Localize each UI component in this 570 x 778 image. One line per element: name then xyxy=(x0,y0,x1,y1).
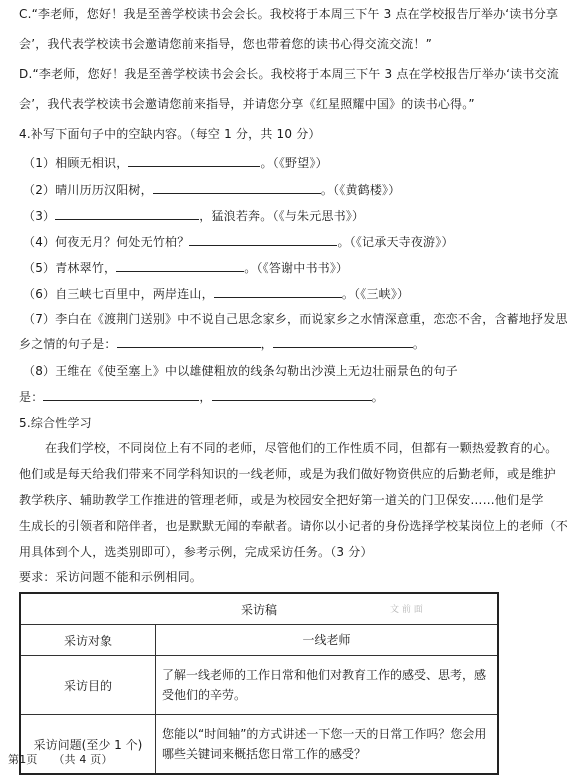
page-total: （共 4 页） xyxy=(53,753,113,766)
answer-blank[interactable] xyxy=(116,260,244,272)
q4-item-8-separator: ， xyxy=(199,390,212,404)
answer-blank[interactable] xyxy=(189,234,337,246)
answer-blank[interactable] xyxy=(214,286,342,298)
q4-item-8-prefix: 是： xyxy=(19,390,44,404)
q4-item-6-prefix: （6）自三峡七百里中，两岸连山， xyxy=(23,287,214,301)
q4-item-8-end: 。 xyxy=(371,390,384,404)
table-title-cell xyxy=(20,593,498,625)
q4-item-1-prefix: （1）相顾无相识， xyxy=(23,156,129,170)
q4-item-7-prefix: 乡之情的句子是： xyxy=(19,337,117,351)
answer-blank[interactable] xyxy=(273,336,413,348)
table-title: 采访稿 xyxy=(240,602,277,617)
answer-blank[interactable] xyxy=(43,389,199,401)
row-value: 您能以“时间轴”的方式讲述一下您一天的日常工作吗？您会用哪些关键词来概括您日常工作的感受？ xyxy=(156,715,499,775)
q5-paragraph-line: 教学秩序、辅助教学工作推进的管理老师，或是为校园安全把好第一道关的门卫保安……他们是学 xyxy=(19,493,544,507)
option-c-line2: 会’，我代表学校读书会邀请您前来指导，您也带着您的读书心得交流交流！” xyxy=(19,37,433,51)
q5-paragraph-line: 在我们学校，不同岗位上有不同的老师，尽管他们的工作性质不同，但都有一颗热爱教育的心。 xyxy=(45,441,558,455)
answer-blank[interactable] xyxy=(117,336,261,348)
q4-item-1-source: 。（《野望》） xyxy=(260,156,328,170)
q4-item-4-source: 。（《记承天寺夜游》） xyxy=(337,235,454,249)
bleed-through-text: 文 前 面 xyxy=(390,605,423,615)
q4-item-3-prefix: （3） xyxy=(23,209,56,223)
q4-item-2-prefix: （2）晴川历历汉阳树， xyxy=(23,183,153,197)
q4-item-8-line1: （8）王维在《使至塞上》中以雄健粗放的线条勾勒出沙漠上无边壮丽景色的句子 xyxy=(23,364,458,378)
question-5-title: 5.综合性学习 xyxy=(19,416,92,430)
q4-item-7-end: 。 xyxy=(412,337,426,351)
option-d-line1: D.“李老师，您好！我是至善学校读书会会长。我校将于本周三下午 3 点在学校报告厅举办‘读书交流 xyxy=(19,67,559,81)
q5-paragraph-line: 用具体到个人，选类别即可），参考示例，完成采访任务。（3 分） xyxy=(19,545,373,559)
q4-item-5-prefix: （5）青林翠竹， xyxy=(23,261,117,275)
q4-item-3-source: ，猛浪若奔。（《与朱元思书》） xyxy=(199,209,365,223)
row-label: 采访目的 xyxy=(20,656,156,715)
q5-paragraph-line: 生成长的引领者和陪伴者，也是默默无闻的奉献者。请你以小记者的身份选择学校某岗位上的老师（不 xyxy=(19,519,569,533)
table-row xyxy=(20,625,498,656)
row-value: 了解一线老师的工作日常和他们对教育工作的感受、思考，感受他们的辛劳。 xyxy=(156,656,499,715)
q4-item-4 xyxy=(23,234,454,250)
q4-item-6 xyxy=(23,286,409,302)
table-row xyxy=(20,656,498,715)
q4-item-7-separator: ， xyxy=(260,337,273,351)
q4-item-3 xyxy=(23,208,364,224)
q5-paragraph-line: 他们或是每天给我们带来不同学科知识的一线老师，或是为我们做好物资供应的后勤老师，或是维护 xyxy=(19,467,556,481)
option-d-line2: 会’，我代表学校读书会邀请您前来指导，并请您分享《红星照耀中国》的读书心得。” xyxy=(19,97,475,111)
row-label: 采访问题(至少 1 个) xyxy=(20,715,156,775)
answer-blank[interactable] xyxy=(212,389,372,401)
q4-item-5 xyxy=(23,260,348,276)
q4-item-5-source: 。（《答谢中书书》） xyxy=(244,261,349,275)
q4-item-2-source: 。（《黄鹤楼》） xyxy=(320,183,401,197)
table-header-row xyxy=(20,593,498,625)
q4-item-2 xyxy=(23,182,400,198)
question-4-title: 4.补写下面句子中的空缺内容。（每空 1 分，共 10 分） xyxy=(19,127,321,141)
q4-item-8-line2 xyxy=(19,389,384,405)
q4-item-6-source: 。（《三峡》） xyxy=(341,287,410,301)
answer-blank[interactable] xyxy=(128,155,260,167)
interview-table xyxy=(19,592,499,775)
row-label: 采访对象 xyxy=(20,625,156,656)
row-value: 一线老师 xyxy=(156,625,499,656)
option-c-line1: C.“李老师，您好！我是至善学校读书会会长。我校将于本周三下午 3 点在学校报告厅举办‘读书分享 xyxy=(19,7,559,21)
q5-requirement: 要求：采访问题不能和示例相同。 xyxy=(19,570,203,584)
q4-item-7-line2 xyxy=(19,336,425,352)
q4-item-1 xyxy=(23,155,328,171)
page-number: 第1页 xyxy=(8,753,38,766)
q4-item-4-prefix: （4）何夜无月？何处无竹柏？ xyxy=(23,235,190,249)
answer-blank[interactable] xyxy=(153,182,321,194)
q4-item-7-line1: （7）李白在《渡荆门送别》中不说自己思念家乡，而说家乡之水情深意重，恋恋不舍，含蓄地抒发思 xyxy=(23,312,568,326)
answer-blank[interactable] xyxy=(55,208,199,220)
page-footer xyxy=(8,752,113,768)
